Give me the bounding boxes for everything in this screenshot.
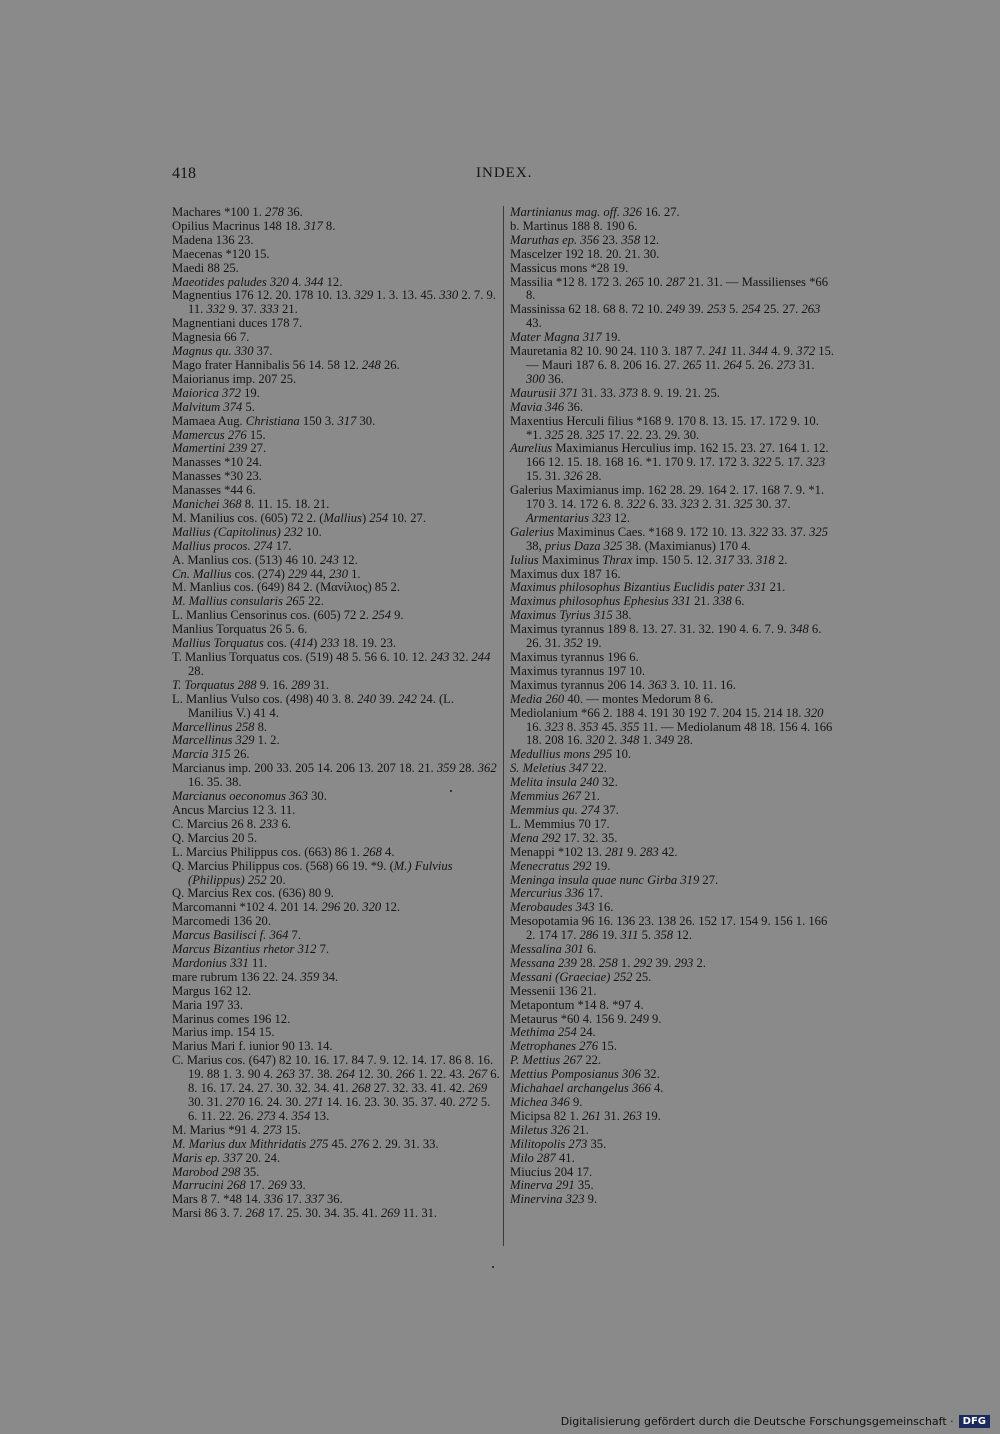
index-entry: Mamercus 276 15. [172, 427, 266, 442]
index-entry: Opilius Macrinus 148 18. 317 8. [172, 218, 336, 233]
index-entry: Marcomedi 136 20. [172, 914, 271, 929]
index-entry: L. Marcius Philippus cos. (663) 86 1. 268 4. [172, 844, 395, 859]
index-entry: M. Marius *91 4. 273 15. [172, 1122, 301, 1137]
index-entry: Q. Marcius 20 5. [172, 830, 257, 845]
index-entry: Menappi *102 13. 281 9. 283 42. [510, 844, 678, 859]
index-entry: Machares *100 1. 278 36. [172, 205, 303, 219]
index-entry: Marius Mari f. iunior 90 13. 14. [172, 1039, 333, 1054]
index-entry: Mavia 346 36. [510, 399, 584, 414]
index-entry: Malvitum 374 5. [172, 399, 255, 414]
index-entry: C. Marius cos. (647) 82 10. 16. 17. 84 7. 9. 12. 14. 17. 86 8. 16. 19. 88 1. 3. 90 4. 263 37. 38. 264 12. 30. 266 1. 22. 43. 267 6. 8. 16. 17. 24. 27. 30. 32. 34. 41. 268 27. 32. 33. 41. 42. 269 30. 31. 270 16. 24. 30. 271 14. 16. 23. 30. 35. 37. 40. 272 5. 6. 11. 22. 26. 273 4. 354 13. [172, 1053, 500, 1123]
index-entry: Manichei 368 8. 11. 15. 18. 21. [172, 497, 330, 512]
index-entry: Maximus tyrannus 206 14. 363 3. 10. 11. 16. [510, 677, 736, 692]
index-entry: Meninga insula quae nunc Girba 319 27. [510, 872, 719, 887]
index-entry: Merobaudes 343 16. [510, 900, 614, 915]
index-entry: mare rubrum 136 22. 24. 359 34. [172, 969, 339, 984]
index-entry: Madena 136 23. [172, 232, 254, 247]
index-entry: Maximus philosophus Ephesius 331 21. 338 6. [510, 594, 745, 609]
index-entry: Mena 292 17. 32. 35. [510, 830, 618, 845]
index-entry: Q. Marcius Philippus cos. (568) 66 19. *9. (M.) Fulvius (Philippus) 252 20. [172, 858, 453, 887]
index-entry: Michea 346 9. [510, 1095, 583, 1109]
index-entry: Minervina 323 9. [510, 1192, 598, 1207]
index-entry: Methima 254 24. [510, 1025, 596, 1040]
index-entry: Q. Marcius Rex cos. (636) 80 9. [172, 886, 334, 901]
index-entry: Ancus Marcius 12 3. 11. [172, 802, 296, 817]
index-entry: Marcus Bizantius rhetor 312 7. [172, 942, 330, 957]
index-entry: Magnesia 66 7. [172, 330, 250, 345]
index-entry: Magnentius 176 12. 20. 178 10. 13. 329 1. 3. 13. 45. 330 2. 7. 9. 11. 332 9. 37. 333 21. [172, 288, 496, 317]
index-entry: Maris ep. 337 20. 24. [172, 1150, 281, 1165]
index-entry: Milo 287 41. [510, 1150, 575, 1165]
index-entry: Maiorianus imp. 207 25. [172, 371, 297, 386]
index-entry: Mettius Pomposianus 306 32. [510, 1067, 660, 1082]
index-entry: Medullius mons 295 10. [510, 747, 632, 762]
index-entry: Manasses *30 23. [172, 469, 262, 484]
index-entry: Maeotides paludes 320 4. 344 12. [172, 274, 343, 289]
credit-text: Digitalisierung gefördert durch die Deutsche Forschungsgemeinschaft · [560, 1415, 954, 1428]
index-entry: M. Manlius cos. (649) 84 2. (Μανίλιος) 85 2. [172, 580, 400, 595]
index-entry: Mercurius 336 17. [510, 886, 603, 901]
index-entry: A. Manlius cos. (513) 46 10. 243 12. [172, 552, 358, 567]
index-entry: Massilia *12 8. 172 3. 265 10. 287 21. 31. — Massilienses *66 8. [510, 274, 828, 303]
index-entry: Marius imp. 154 15. [172, 1025, 275, 1040]
index-entry: Miletus 326 21. [510, 1122, 589, 1137]
digitization-credit [561, 1415, 990, 1428]
index-entry: Miucius 204 17. [510, 1164, 593, 1179]
index-entry: Marsi 86 3. 7. 268 17. 25. 30. 34. 35. 41. 269 11. 31. [172, 1206, 438, 1221]
index-entry: Maximus philosophus Bizantius Euclidis pater 331 21. [510, 580, 786, 595]
index-entry: Mago frater Hannibalis 56 14. 58 12. 248 26. [172, 357, 400, 372]
index-entry: M. Mallius consularis 265 22. [172, 594, 324, 609]
index-entry: Memmius qu. 274 37. [510, 802, 619, 817]
index-entry: Aurelius Maximianus Herculius imp. 162 15. 23. 27. 164 1. 12. 166 12. 15. 18. 168 16. *1. 170 9. 17. 172 3. 322 5. 17. 323 15. 31. 326 28. [510, 441, 829, 484]
index-entry: Manasses *44 6. [172, 483, 256, 498]
index-entry: Marcus Basilisci f. 364 7. [172, 928, 301, 943]
index-entry: Martinianus mag. off. 326 16. 27. [510, 205, 680, 219]
index-entry: Marcianus oeconomus 363 30. [172, 789, 327, 804]
index-entry: Metrophanes 276 15. [510, 1039, 617, 1054]
index-entry: Maiorica 372 19. [172, 385, 260, 400]
index-entry: Messalina 301 6. [510, 942, 597, 957]
index-entry: Messana 239 28. 258 1. 292 39. 293 2. [510, 955, 706, 970]
index-entry: Maximus tyrannus 189 8. 13. 27. 31. 32. 190 4. 6. 7. 9. 348 6. 26. 31. 352 19. [510, 622, 822, 651]
index-entry: Militopolis 273 35. [510, 1136, 607, 1151]
index-entry: Maximus tyrannus 197 10. [510, 663, 646, 678]
index-entry: Melita insula 240 32. [510, 775, 618, 790]
index-entry: Maedi 88 25. [172, 260, 239, 275]
index-entry: Galerius Maximianus imp. 162 28. 29. 164 2. 17. 168 7. 9. *1. 170 3. 14. 172 6. 8. 322 6. 33. 323 2. 31. 325 30. 37. Armentarius 323 12. [510, 483, 825, 525]
index-entry: Maruthas ep. 356 23. 358 12. [510, 232, 660, 247]
index-entry: Messani (Graeciae) 252 25. [510, 969, 652, 984]
index-entry: M. Manilius cos. (605) 72 2. (Mallius) 254 10. 27. [172, 510, 426, 525]
index-column-left [172, 206, 500, 1221]
index-entry: Mauretania 82 10. 90 24. 110 3. 187 7. 241 11. 344 4. 9. 372 15. — Mauri 187 6. 8. 206 16. 27. 265 11. 264 5. 26. 273 31. 300 36. [510, 344, 835, 386]
scan-speck [450, 790, 452, 792]
index-entry: Metapontum *14 8. *97 4. [510, 997, 644, 1012]
index-entry: L. Memmius 70 17. [510, 816, 610, 831]
index-entry: Memmius 267 21. [510, 789, 600, 804]
index-entry: Mardonius 331 11. [172, 955, 268, 970]
index-entry: T. Torquatus 288 9. 16. 289 31. [172, 677, 329, 692]
index-entry: Magnus qu. 330 37. [172, 344, 273, 359]
index-entry: M. Marius dux Mithridatis 275 45. 276 2. 29. 31. 33. [172, 1136, 439, 1151]
index-entry: Marcia 315 26. [172, 747, 250, 762]
index-entry: Marcellinus 258 8. [172, 719, 268, 734]
index-entry: Mediolanium *66 2. 188 4. 191 30 192 7. 204 15. 214 18. 320 16. 323 8. 353 45. 355 11. — Mediolanum 48 18. 156 4. 166 18. 208 16. 320 2. 348 1. 349 28. [510, 705, 833, 748]
index-entry: Manasses *10 24. [172, 455, 262, 470]
index-entry: L. Manlius Censorinus cos. (605) 72 2. 254 9. [172, 608, 404, 623]
index-entry: Maximus Tyrius 315 38. [510, 608, 632, 623]
index-entry: Maxentius Herculi filius *168 9. 170 8. 13. 15. 17. 172 9. 10. *1. 325 28. 325 17. 22. 23. 29. 30. [510, 413, 819, 442]
index-entry: Maurusii 371 31. 33. 373 8. 9. 19. 21. 25. [510, 385, 720, 400]
index-entry: Maecenas *120 15. [172, 246, 270, 261]
index-entry: Michahael archangelus 366 4. [510, 1081, 664, 1096]
index-entry: Massicus mons *28 19. [510, 260, 629, 275]
index-entry: Mallius (Capitolinus) 232 10. [172, 524, 322, 539]
page-number: 418 [172, 165, 196, 182]
index-entry: T. Manlius Torquatus cos. (519) 48 5. 56 6. 10. 12. 243 32. 244 28. [172, 650, 491, 678]
index-entry: S. Meletius 347 22. [510, 761, 607, 776]
index-entry: Iulius Maximinus Thrax imp. 150 5. 12. 317 33. 318 2. [510, 552, 788, 567]
column-divider [503, 206, 504, 1246]
index-entry: Galerius Maximinus Caes. *168 9. 172 10. 13. 322 33. 37. 325 38, prius Daza 325 38. (Maximianus) 170 4. [510, 524, 828, 553]
index-entry: Mascelzer 192 18. 20. 21. 30. [510, 246, 660, 261]
index-entry: Mars 8 7. *48 14. 336 17. 337 36. [172, 1192, 343, 1207]
scan-speck [492, 1266, 494, 1268]
index-entry: Mater Magna 317 19. [510, 330, 621, 345]
index-entry: Maximus tyrannus 196 6. [510, 650, 639, 664]
index-entry: C. Marcius 26 8. 233 6. [172, 816, 291, 831]
index-entry: b. Martinus 188 8. 190 6. [510, 218, 638, 233]
index-entry: Messenii 136 21. [510, 983, 597, 998]
index-entry: Manlius Torquatus 26 5. 6. [172, 622, 308, 637]
index-entry: Marcomanni *102 4. 201 14. 296 20. 320 12. [172, 900, 401, 915]
index-entry: Marcianus imp. 200 33. 205 14. 206 13. 207 18. 21. 359 28. 362 16. 35. 38. [172, 761, 497, 790]
index-entry: Menecratus 292 19. [510, 858, 611, 873]
dfg-logo: DFG [959, 1415, 990, 1428]
index-entry: Mamaea Aug. Christiana 150 3. 317 30. [172, 413, 376, 428]
index-entry: Marcellinus 329 1. 2. [172, 733, 280, 748]
index-entry: Magnentiani duces 178 7. [172, 316, 303, 331]
index-entry: Marinus comes 196 12. [172, 1011, 291, 1026]
index-entry: P. Mettius 267 22. [510, 1053, 602, 1068]
index-entry: Maximus dux 187 16. [510, 566, 621, 581]
index-entry: Mallius procos. 274 17. [172, 538, 292, 553]
index-entry: Cn. Mallius cos. (274) 229 44, 230 1. [172, 566, 361, 581]
index-column-right [510, 206, 836, 1207]
index-entry: Maria 197 33. [172, 997, 243, 1012]
index-entry: Marobod 298 35. [172, 1164, 260, 1179]
running-head: INDEX. [476, 165, 533, 181]
index-entry: Metaurus *60 4. 156 9. 249 9. [510, 1011, 662, 1026]
index-entry: Mallius Torquatus cos. (414) 233 18. 19. 23. [172, 636, 397, 651]
index-entry: Media 260 40. — montes Medorum 8 6. [510, 691, 714, 706]
index-entry: Marrucini 268 17. 269 33. [172, 1178, 306, 1193]
index-entry: Minerva 291 35. [510, 1178, 594, 1193]
index-entry: L. Manlius Vulso cos. (498) 40 3. 8. 240 39. 242 24. (L. Manilius V.) 41 4. [172, 691, 455, 720]
index-entry: Mamertini 239 27. [172, 441, 267, 456]
index-entry: Margus 162 12. [172, 983, 252, 998]
index-entry: Massinissa 62 18. 68 8. 72 10. 249 39. 253 5. 254 25. 27. 263 43. [510, 302, 821, 331]
index-entry: Mesopotamia 96 16. 136 23. 138 26. 152 17. 154 9. 156 1. 166 2. 174 17. 286 19. 311 5. 358 12. [510, 914, 828, 943]
index-entry: Micipsa 82 1. 261 31. 263 19. [510, 1108, 661, 1123]
